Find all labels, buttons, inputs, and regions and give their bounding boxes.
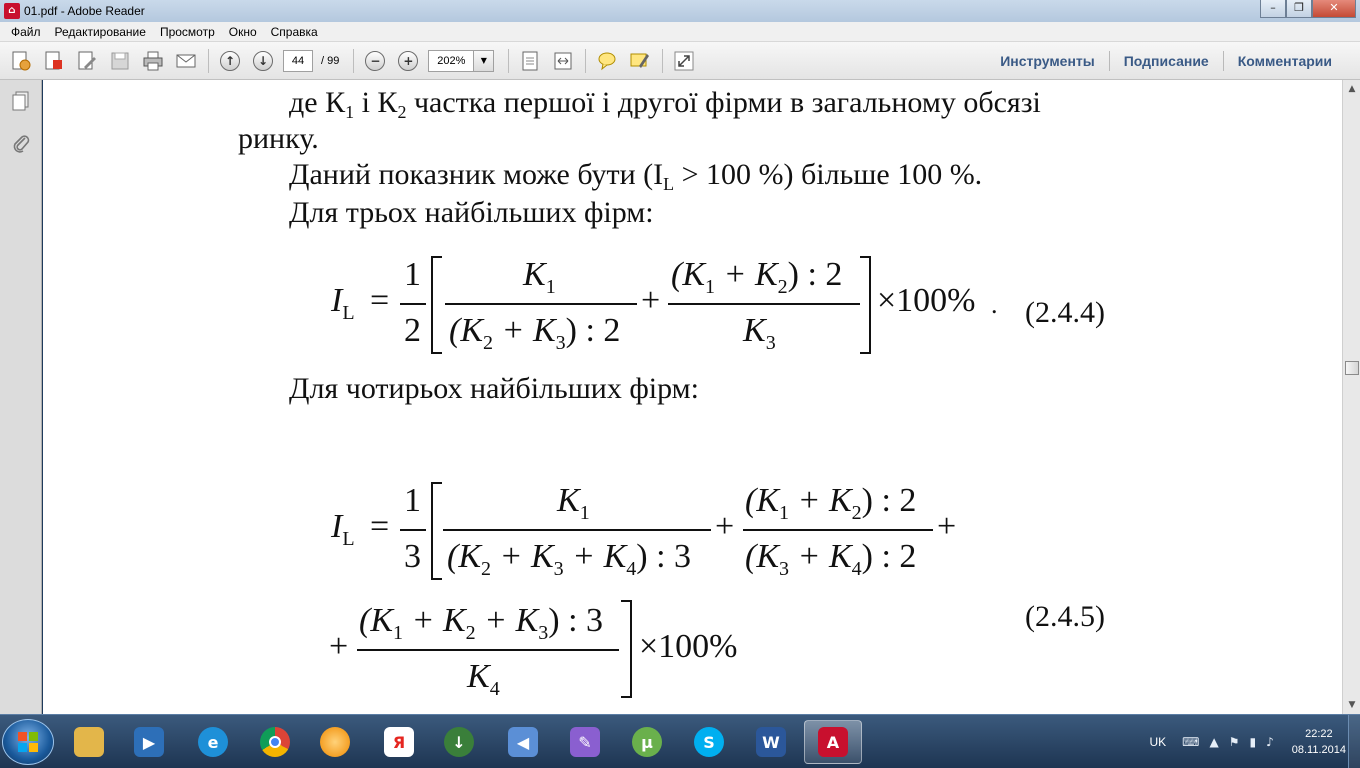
eq2-const-den: 3 [404,538,421,575]
eq1-left-bracket [431,256,442,354]
taskbar-skype[interactable] [680,720,738,764]
text-line-1 [289,86,1041,129]
eq1-f2-rule [668,303,860,305]
fullscreen-button[interactable] [671,48,697,74]
taskbar-download-manager[interactable] [430,720,488,764]
eq1-number: (2.4.4) [1025,296,1105,329]
eq2-f1-num [557,482,590,525]
tools-link[interactable]: Инструменты [1000,53,1095,69]
window-controls [1260,0,1356,18]
eq1-lhs [331,282,355,325]
eq2-f2-rule [743,529,933,531]
symbol: (K [359,602,393,639]
pages-icon [10,90,32,112]
eq1-f1-num [523,256,556,299]
subscript: L [663,174,675,194]
symbol: (K [671,256,705,293]
zoom-input[interactable]: 202% [428,50,474,72]
symbol: (K [447,538,481,575]
menu-bar [0,22,1360,42]
subscript: 1 [345,102,355,122]
eq1-f2-den [743,312,776,355]
symbol: I [331,282,343,319]
next-page-button[interactable] [250,48,276,74]
symbol: + K [403,602,466,639]
language-indicator[interactable]: UK [1149,735,1167,749]
subscript: 1 [705,276,715,298]
show-desktop-button[interactable] [1348,715,1360,768]
symbol: (K [745,482,779,519]
text-line-4: Для трьох найбільших фірм: [289,196,654,229]
eq2-trailing-plus: + [937,508,957,545]
fit-page-button[interactable] [517,48,543,74]
windows-logo-icon [18,732,38,752]
eq1-const-num: 1 [404,256,421,293]
eq2-left-bracket [431,482,442,580]
save-icon [109,50,131,72]
save-button[interactable] [107,48,133,74]
menu-edit[interactable]: Редактирование [54,24,146,39]
navigation-panel [0,80,42,714]
maximize-button[interactable]: ❐ [1286,0,1312,18]
speech-bubble-icon [596,50,618,72]
open-file-icon [10,50,32,72]
text-line-2: ринку. [238,122,319,155]
eq2-f3-den [467,658,500,701]
subscript: 3 [555,332,566,354]
eq1-equals: = [370,282,390,319]
text-span: Даний показник може бути (I [289,158,664,191]
toolbar-separator [508,49,509,73]
comment-link[interactable]: Комментарии [1237,53,1332,69]
text-span: де К [289,86,346,119]
start-button[interactable] [2,719,54,765]
eq2-const-rule [400,529,426,531]
eq1-right-bracket [860,256,871,354]
subscript: 4 [489,678,500,700]
subscript: 3 [538,622,549,644]
eq2-f1-rule [443,529,711,531]
eq1-tail: ×100% [877,282,976,319]
taskbar-file-explorer[interactable] [60,720,118,764]
subscript: 1 [779,502,789,524]
eq1-dot: . [991,290,998,319]
create-pdf-icon [43,50,65,72]
text-span: і К [354,86,398,119]
network-icon[interactable]: ▮ [1249,735,1257,749]
symbol: + K [715,256,778,293]
toolbar-separator [585,49,586,73]
chevron-down-icon: ▼ [480,55,487,65]
internet-explorer-icon: e [198,727,228,757]
attachments-panel-button[interactable] [10,132,32,154]
highlighter-icon [629,50,651,72]
taskbar-orange-app[interactable] [306,720,364,764]
subscript: 3 [553,558,564,580]
toolbar-separator [662,49,663,73]
eq2-tail: ×100% [639,628,738,665]
fit-width-button[interactable] [550,48,576,74]
symbol: (K [449,312,483,349]
pen-icon: ✎ [570,727,600,757]
highlight-button[interactable] [627,48,653,74]
word-icon: W [756,727,786,757]
arrow-down-icon: ↓ [253,51,273,71]
eq1-f1-rule [445,303,637,305]
taskbar-speaker-app[interactable] [494,720,552,764]
toolbar [0,42,1360,80]
taskbar-yandex-browser[interactable] [370,720,428,764]
volume-icon[interactable]: ♪ [1266,735,1274,749]
chrome-icon [260,727,290,757]
zoom-in-button[interactable] [395,48,421,74]
symbol: K [557,482,580,519]
taskbar-utorrent[interactable] [618,720,676,764]
symbol: + K [475,602,539,639]
eq2-right-bracket [621,600,632,698]
text-span: частка першої і другої фірми в загальному обсязі [406,86,1041,119]
subscript: 2 [397,102,407,122]
printer-icon [142,50,164,72]
print-button[interactable] [140,48,166,74]
subscript: 3 [779,558,789,580]
sign-link[interactable]: Подписание [1123,53,1209,69]
symbol: + K [789,482,852,519]
symbol: + K [491,538,554,575]
eq2-f1-den [447,538,691,581]
comment-button[interactable] [594,48,620,74]
symbol: ) : 2 [565,312,621,349]
symbol: I [331,508,343,545]
taskbar [0,714,1360,768]
minimize-button[interactable]: – [1260,0,1286,18]
clock-time: 22:22 [1305,728,1333,740]
scroll-thumb[interactable] [1345,361,1359,375]
symbol: ) : 2 [861,482,917,519]
envelope-icon [175,50,197,72]
subscript: L [342,528,355,550]
keyboard-icon[interactable]: ⌨ [1182,735,1200,749]
eq2-const-num: 1 [404,482,421,519]
taskbar-chrome[interactable] [246,720,304,764]
fit-page-icon [519,50,541,72]
email-button[interactable] [173,48,199,74]
menu-file[interactable]: Файл [11,24,41,39]
subscript: 1 [545,276,556,298]
window-title: 01.pdf - Adobe Reader [24,4,145,18]
subscript: 1 [579,502,590,524]
pages-panel-button[interactable] [10,90,32,112]
eq2-plus-1: + [715,508,735,545]
fit-width-icon [552,50,574,72]
skype-icon: S [694,727,724,757]
eq2-number: (2.4.5) [1025,600,1105,633]
subscript: 2 [465,622,476,644]
adobe-reader-icon: A [818,727,848,757]
eq2-leading-plus: + [329,628,349,665]
eq2-lhs [331,508,355,551]
utorrent-icon: µ [632,727,662,757]
eq2-f2-den [745,538,916,581]
eq2-f3-num [359,602,603,645]
subscript: L [342,302,355,324]
eq1-const-rule [400,303,426,305]
text-line-3 [289,158,982,201]
eq2-f2-num [745,482,916,525]
eq2-f3-rule [357,649,619,651]
show-hidden-icons-icon[interactable]: ▲ [1209,735,1219,749]
document-view[interactable] [43,80,1342,714]
menu-help[interactable]: Справка [270,24,318,39]
eq1-f2-num [671,256,842,299]
eq1-const-den: 2 [404,312,421,349]
speaker-icon: ◀ [508,727,538,757]
taskbar-pen-app[interactable] [556,720,614,764]
symbol: (K [745,538,779,575]
edit-pdf-button[interactable] [74,48,100,74]
open-file-button[interactable] [8,48,34,74]
action-center-icon[interactable]: ⚑ [1228,735,1240,749]
taskbar-internet-explorer[interactable] [184,720,242,764]
arrow-up-icon: ↑ [220,51,240,71]
download-icon: ↓ [444,727,474,757]
prev-page-button[interactable] [217,48,243,74]
symbol: + K [563,538,627,575]
plus-icon: + [398,51,418,71]
subscript: 3 [765,332,776,354]
symbol: K [743,312,766,349]
subscript: 2 [483,332,493,354]
media-player-icon: ▶ [134,727,164,757]
symbol: K [467,658,490,695]
clock-date: 08.11.2014 [1291,744,1346,756]
toolbar-separator [208,49,209,73]
text-span: > 100 %) більше 100 %. [674,158,983,191]
system-tray [1149,715,1346,768]
zoom-out-button[interactable] [362,48,388,74]
title-bar [0,0,1360,22]
subscript: 2 [481,558,491,580]
taskbar-adobe-reader[interactable] [804,720,862,764]
eq2-equals: = [370,508,390,545]
zoom-dropdown-button[interactable] [474,50,494,72]
edit-pdf-icon [76,50,98,72]
yandex-icon: Я [384,727,414,757]
symbol: ) : 3 [636,538,692,575]
close-button[interactable]: ✕ [1312,0,1356,18]
toolbar-separator [353,49,354,73]
orange-app-icon [320,727,350,757]
paperclip-icon [10,132,32,154]
symbol: + K [789,538,852,575]
symbol: + K [493,312,556,349]
symbol: ) : 3 [548,602,604,639]
scroll-down-arrow-icon[interactable]: ▼ [1348,700,1356,710]
subscript: 2 [851,502,862,524]
minus-icon: − [365,51,385,71]
taskbar-media-player[interactable] [120,720,178,764]
page-total: / 99 [321,54,340,67]
create-pdf-button[interactable] [41,48,67,74]
toolbar-panel-links [986,42,1346,80]
vertical-scrollbar[interactable] [1342,80,1360,714]
text-line-5: Для чотирьох найбільших фірм: [289,372,699,405]
expand-icon [673,50,695,72]
menu-view[interactable]: Просмотр [159,24,215,39]
adobe-reader-icon: ⌂ [4,3,20,19]
symbol: ) : 2 [861,538,917,575]
subscript: 4 [851,558,862,580]
eq1-plus: + [641,282,661,319]
subscript: 4 [626,558,637,580]
menu-window[interactable]: Окно [228,24,257,39]
taskbar-word[interactable] [742,720,800,764]
symbol: ) : 2 [787,256,843,293]
subscript: 2 [777,276,788,298]
folder-icon [74,727,104,757]
clock[interactable] [1292,726,1346,758]
page-number-input[interactable]: 44 [283,50,313,72]
scroll-up-arrow-icon[interactable]: ▲ [1348,84,1356,94]
symbol: K [523,256,546,293]
eq1-f1-den [449,312,620,355]
subscript: 1 [393,622,403,644]
